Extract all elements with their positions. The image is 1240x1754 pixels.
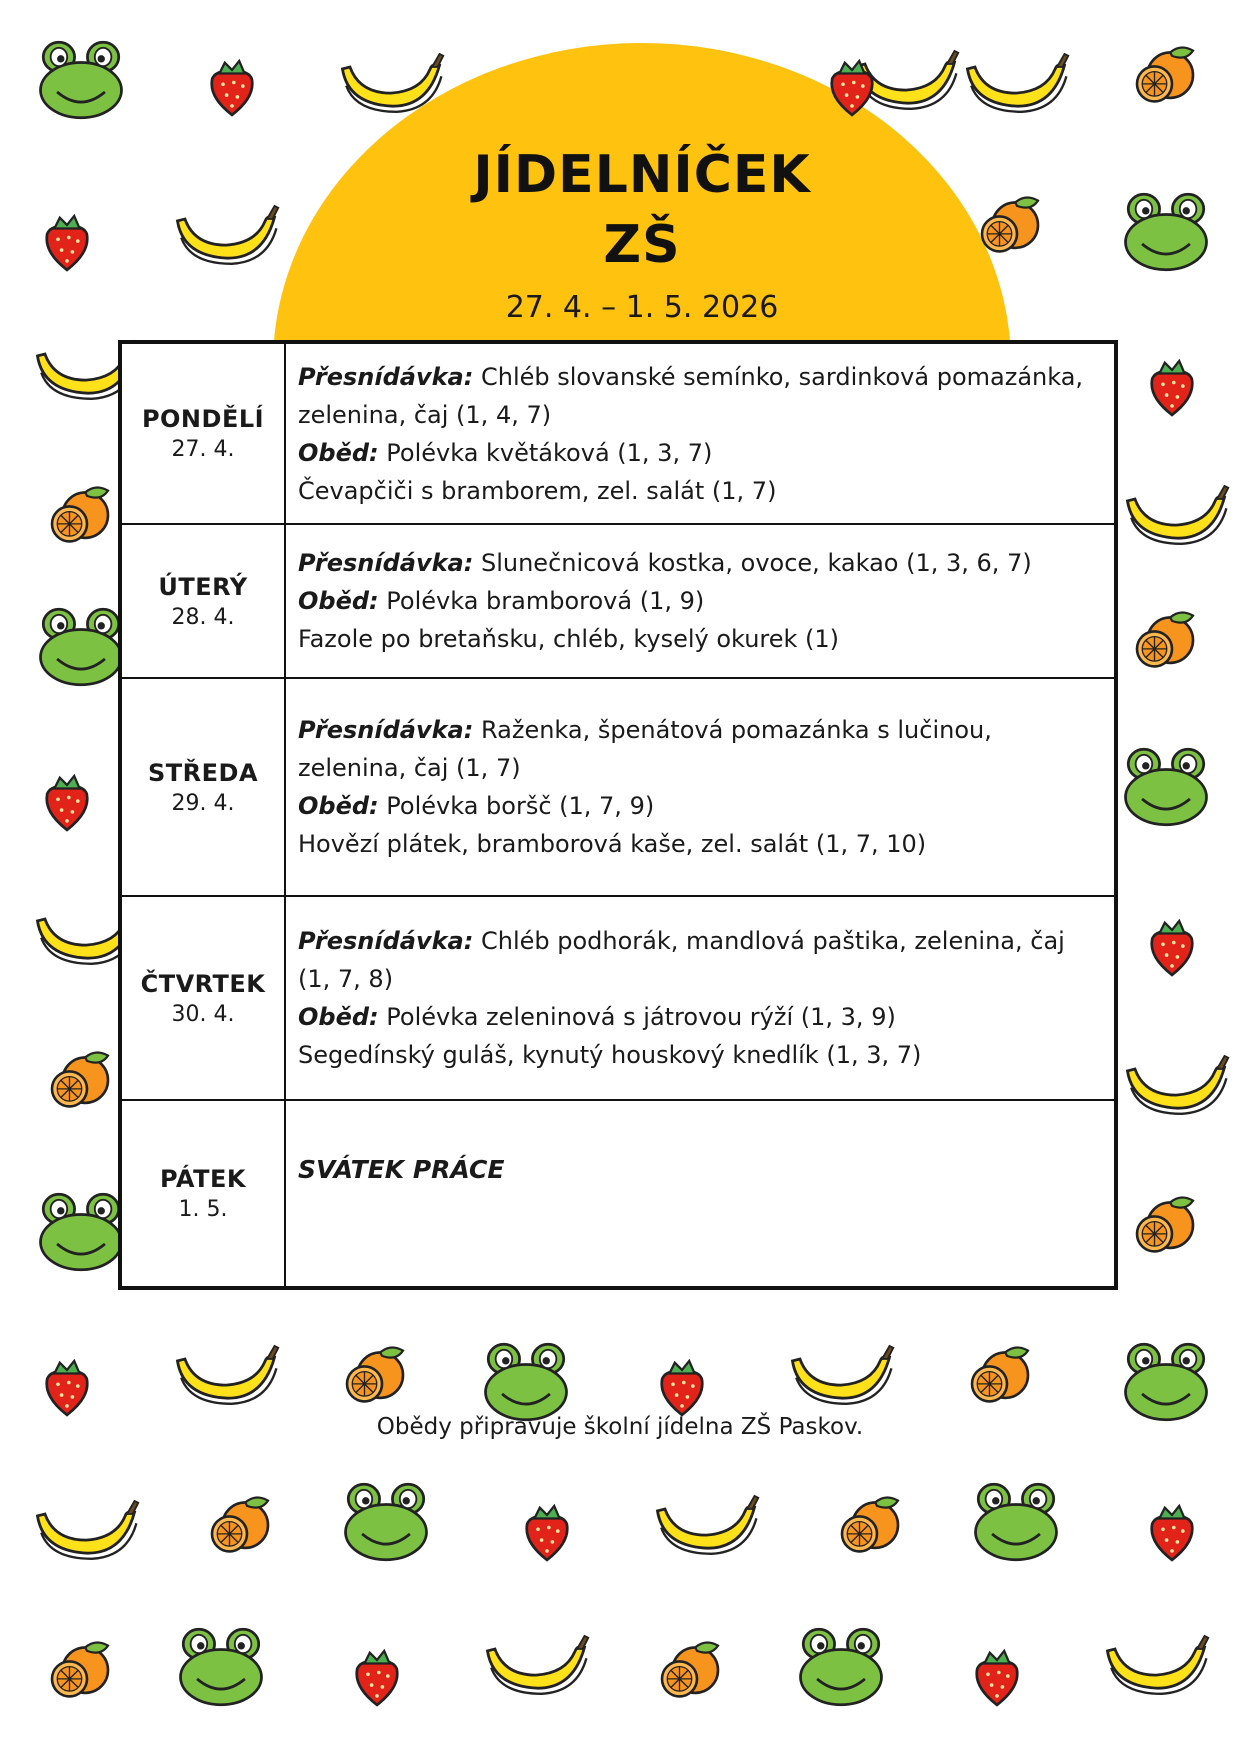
orange-icon (45, 485, 115, 547)
main-dish: Fazole po bretaňsku, chléb, kyselý okurek (1) (298, 625, 840, 653)
frog-icon (35, 1190, 127, 1274)
day-date: 29. 4. (171, 790, 235, 816)
day-date: 27. 4. (171, 437, 235, 462)
frog-icon (795, 1625, 887, 1709)
day-date: 28. 4. (171, 604, 235, 630)
menu-table (118, 340, 1118, 1290)
table-row (120, 896, 1116, 1100)
banana-icon (170, 200, 282, 266)
meals-cell (285, 896, 1116, 1100)
lunch-label: Oběd: (298, 1003, 379, 1031)
strawberry-icon (1145, 915, 1199, 979)
frog-icon (480, 1340, 572, 1424)
day-cell (120, 524, 285, 678)
day-cell (120, 342, 285, 524)
soup-text: Polévka květáková (1, 3, 7) (386, 438, 713, 467)
strawberry-icon (1145, 355, 1199, 419)
frog-icon (1120, 1340, 1212, 1424)
banana-icon (1120, 480, 1232, 546)
strawberry-icon (970, 1645, 1024, 1709)
orange-icon (1130, 610, 1200, 672)
strawberry-icon (40, 770, 94, 834)
orange-icon (1130, 45, 1200, 107)
meals-cell (285, 678, 1116, 896)
meals-cell (285, 1100, 1116, 1288)
frog-icon (1120, 190, 1212, 274)
date-range: 27. 4. – 1. 5. 2026 (505, 290, 779, 325)
orange-icon (340, 1345, 410, 1407)
table-row (120, 524, 1116, 678)
day-name: PÁTEK (160, 1165, 246, 1193)
orange-icon (1130, 1195, 1200, 1257)
title-block (273, 140, 1011, 325)
snack-line (298, 922, 1102, 998)
banana-icon (335, 48, 447, 114)
main-dish: Segedínský guláš, kynutý houskový knedlík (1, 3, 7) (298, 1041, 922, 1069)
table-row (120, 1100, 1116, 1288)
soup-text: Polévka zeleninová s játrovou rýží (1, 3, 9) (386, 1003, 896, 1031)
page-title-line1: JÍDELNÍČEK (473, 145, 811, 205)
snack-line (298, 711, 1102, 787)
frog-icon (1120, 745, 1212, 829)
holiday-text: SVÁTEK PRÁCE (298, 1155, 505, 1184)
strawberry-icon (40, 210, 94, 274)
lunch-label: Oběd: (298, 792, 379, 820)
strawberry-icon (350, 1645, 404, 1709)
lunch-label: Oběd: (298, 587, 379, 615)
main-dish: Hovězí plátek, bramborová kaše, zel. salát (1, 7, 10) (298, 830, 927, 858)
strawberry-icon (40, 1355, 94, 1419)
lunch-label: Oběd: (298, 438, 379, 467)
day-name: STŘEDA (147, 758, 259, 787)
day-date: 1. 5. (178, 1197, 228, 1222)
snack-text: Chléb slovanské semínko, sardinková pomazánka, zelenina, čaj (1, 4, 7) (298, 362, 1084, 429)
frog-icon (970, 1480, 1062, 1564)
banana-icon (1100, 1630, 1212, 1696)
day-cell (120, 896, 285, 1100)
day-cell (120, 678, 285, 896)
orange-icon (965, 1345, 1035, 1407)
orange-icon (45, 1050, 115, 1112)
lunch-line (298, 998, 1102, 1036)
banana-icon (1120, 1050, 1232, 1116)
frog-icon (35, 605, 127, 689)
banana-icon (785, 1340, 897, 1406)
banana-icon (170, 1340, 282, 1406)
strawberry-icon (655, 1355, 709, 1419)
lunch-line (298, 434, 1102, 472)
snack-label: Přesnídávka: (298, 716, 474, 744)
day-name: ÚTERÝ (158, 572, 248, 601)
banana-icon (480, 1630, 592, 1696)
meals-cell (285, 524, 1116, 678)
strawberry-icon (520, 1500, 574, 1564)
orange-icon (205, 1495, 275, 1557)
frog-icon (340, 1480, 432, 1564)
footer-note: Obědy připravuje školní jídelna ZŠ Paskov. (376, 1414, 864, 1440)
table-row (120, 342, 1116, 524)
soup-text: Polévka bramborová (1, 9) (386, 587, 705, 615)
page-title-line2: ZŠ (603, 215, 681, 275)
snack-line (298, 358, 1102, 434)
snack-text: Chléb podhorák, mandlová paštika, zelenina, čaj (1, 7, 8) (298, 927, 1065, 993)
snack-line (298, 544, 1102, 582)
banana-icon (960, 48, 1072, 114)
frog-icon (175, 1625, 267, 1709)
lunch-line (298, 787, 1102, 825)
snack-label: Přesnídávka: (298, 927, 474, 955)
snack-label: Přesnídávka: (298, 362, 474, 391)
table-row (120, 678, 1116, 896)
orange-icon (655, 1640, 725, 1702)
snack-label: Přesnídávka: (298, 549, 474, 577)
day-name: ČTVRTEK (140, 969, 266, 998)
frog-icon (35, 38, 127, 122)
main-dish: Čevapčiči s bramborem, zel. salát (1, 7) (298, 476, 777, 505)
banana-icon (30, 1495, 142, 1561)
day-name: PONDĚLÍ (141, 405, 265, 433)
snack-text: Slunečnicová kostka, ovoce, kakao (1, 3, 6, 7) (480, 549, 1032, 577)
orange-icon (835, 1495, 905, 1557)
strawberry-icon (205, 55, 259, 119)
meals-cell (285, 342, 1116, 524)
lunch-line (298, 582, 1102, 620)
snack-text: Raženka, špenátová pomazánka s lučinou, zelenina, čaj (1, 7) (298, 716, 992, 782)
strawberry-icon (825, 55, 879, 119)
soup-text: Polévka boršč (1, 7, 9) (386, 792, 655, 820)
day-date: 30. 4. (171, 1001, 235, 1027)
banana-icon (650, 1490, 762, 1556)
day-cell (120, 1100, 285, 1288)
strawberry-icon (1145, 1500, 1199, 1564)
orange-icon (45, 1640, 115, 1702)
